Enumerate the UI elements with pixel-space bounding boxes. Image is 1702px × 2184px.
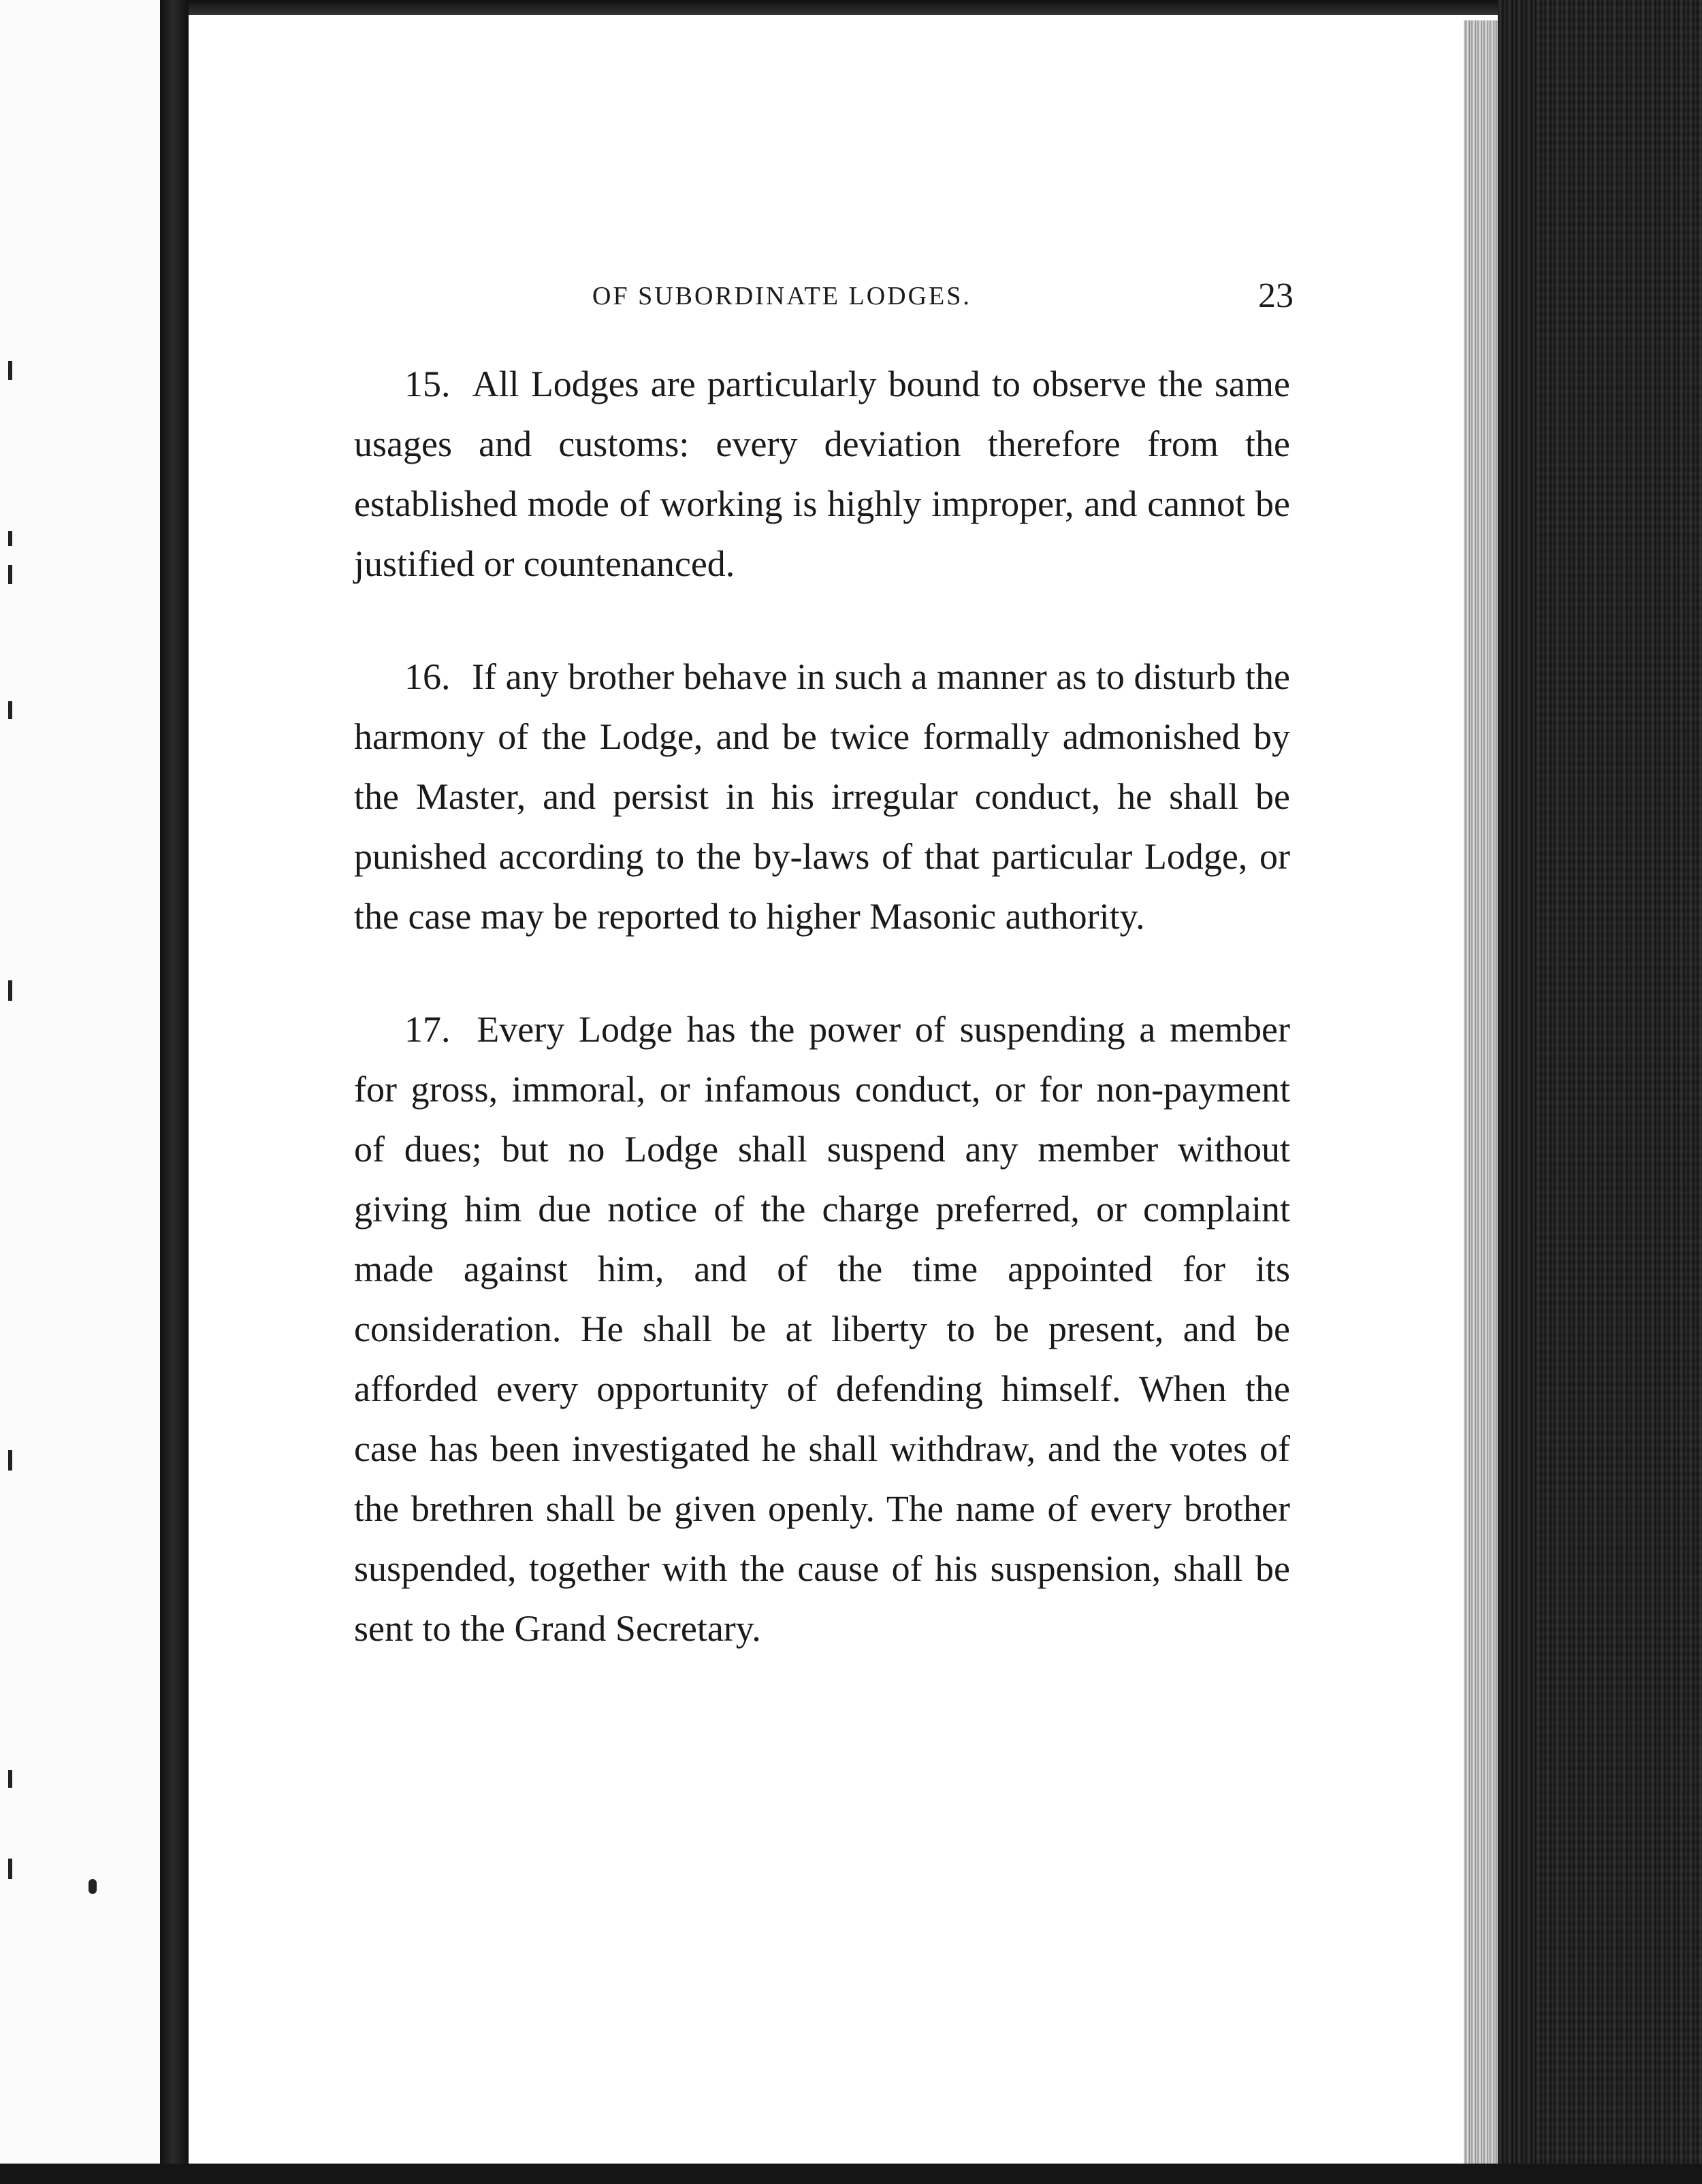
paragraph-number: 15. xyxy=(404,364,451,404)
running-head: OF SUBORDINATE LODGES. xyxy=(592,282,972,310)
paragraph-number: 17. xyxy=(404,1009,451,1050)
page-number: 23 xyxy=(1258,276,1294,315)
paragraph-15 xyxy=(354,354,1290,594)
paragraph-text: If any brother behave in such a manner as to disturb the harmony of the Lodge, and be twice formally admonished by the Master, and persist in his irregular conduct, he shall be punished according to the by-laws of that particular Lodge, or the case may be reported to higher Masonic authority. xyxy=(354,656,1290,937)
scan-bottom-shadow xyxy=(0,2164,1702,2184)
paragraph-text: All Lodges are particularly bound to observe the same usages and customs: every deviation therefore from the established mode of working is highly improper, and cannot be justified or countenanced. xyxy=(354,364,1290,584)
book-cover-texture xyxy=(1535,0,1702,2184)
scan-top-shadow xyxy=(0,0,1702,15)
paragraph-text: Every Lodge has the power of suspending a member for gross, immoral, or infamous conduct, or for non-payment of dues; but no Lodge shall suspend any member without giving him due notice of the charge preferred, or complaint made against him, and of the time appointed for its consideration. He shall be at liberty to be present, and be afforded every opportunity of defending himself. When the case has been investigated he shall withdraw, and the votes of the brethren shall be given openly. The name of every brother suspended, together with the cause of his suspension, shall be sent to the Grand Secretary. xyxy=(354,1009,1290,1649)
page-body xyxy=(354,354,1290,1712)
facing-page-sliver xyxy=(0,0,160,2184)
paragraph-17 xyxy=(354,999,1290,1658)
page-header xyxy=(592,276,1294,317)
paragraph-number: 16. xyxy=(404,656,451,697)
paragraph-16 xyxy=(354,647,1290,946)
book-gutter xyxy=(160,0,189,2184)
